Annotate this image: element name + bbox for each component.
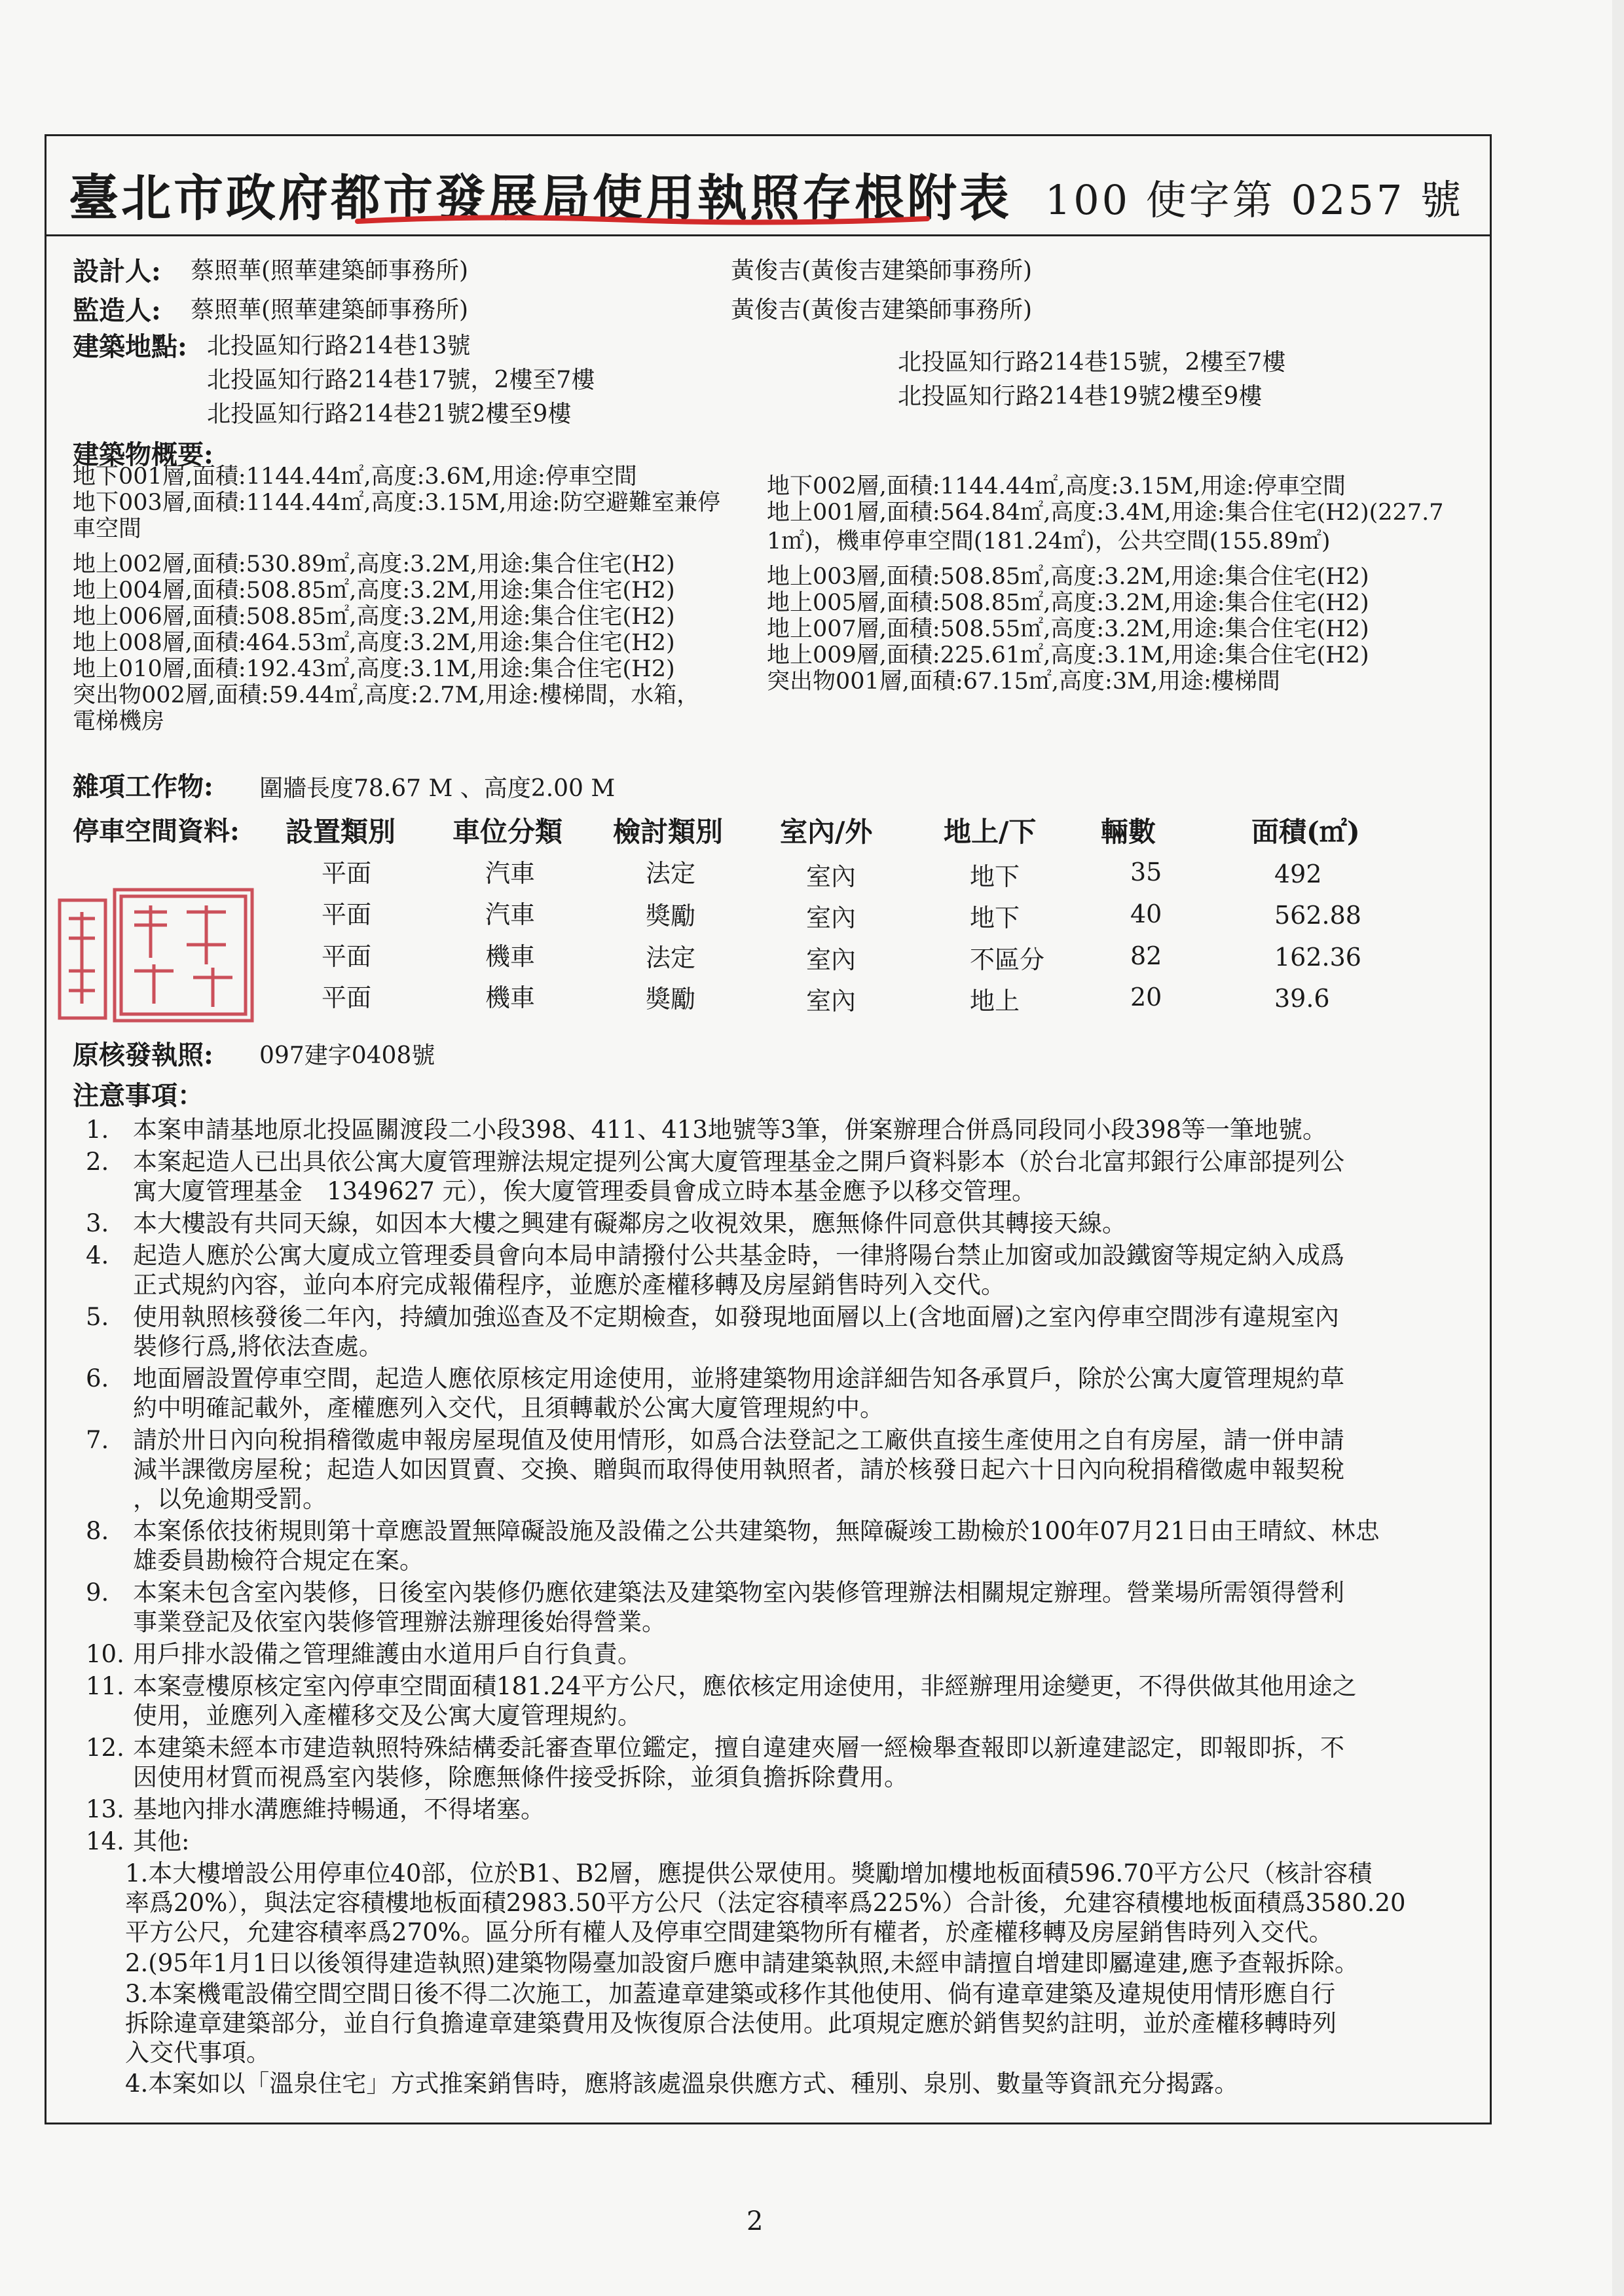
note-line: 其他: bbox=[133, 1827, 190, 1855]
overview-line: 地上005層,面積:508.85㎡,高度:3.2M,用途:集合住宅(H2) bbox=[767, 590, 1369, 616]
original-permit-label: 原核發執照: bbox=[73, 1040, 213, 1070]
note-line: 起造人應於公寓大廈成立管理委員會向本局申請撥付公共基金時，一律將陽台禁止加窗或加設鐵窗等規定納入成爲 bbox=[133, 1241, 1344, 1269]
overview-line: 地上002層,面積:530.89㎡,高度:3.2M,用途:集合住宅(H2) bbox=[73, 551, 675, 577]
sub-line: 3.本案機電設備空間空間日後不得二次施工，加蓋違章建築或移作其他使用、倘有違章建築及違規使用情形應自行 bbox=[125, 1980, 1336, 2008]
original-permit-value: 097建字0408號 bbox=[259, 1042, 435, 1069]
parking-cell: 汽車 bbox=[485, 859, 536, 888]
parking-cell: 法定 bbox=[646, 859, 696, 888]
note-number: 6. bbox=[86, 1364, 109, 1393]
note-number: 14. bbox=[86, 1827, 124, 1855]
note-number: 7. bbox=[86, 1426, 109, 1454]
note-number: 10. bbox=[86, 1640, 124, 1668]
parking-cell: 地上 bbox=[970, 987, 1020, 1015]
parking-cell: 獎勵 bbox=[646, 902, 696, 930]
note-line: 地面層設置停車空間，起造人應依原核定用途使用，並將建築物用途詳細告知各承買戶，除於公寓大廈管理規約草 bbox=[133, 1364, 1344, 1393]
designer-label: 設計人: bbox=[73, 256, 161, 287]
parking-cell: 35 bbox=[1130, 858, 1162, 886]
note-item bbox=[86, 1209, 1461, 1238]
overview-line: 地下002層,面積:1144.44㎡,高度:3.15M,用途:停車空間 bbox=[767, 473, 1346, 500]
parking-cell: 平面 bbox=[322, 900, 372, 929]
handwritten-underline-mark bbox=[354, 213, 931, 228]
overview-right-column bbox=[767, 473, 1443, 695]
note-item bbox=[86, 1241, 1461, 1300]
parking-header-count: 輛數 bbox=[1101, 816, 1156, 848]
note-number: 13. bbox=[86, 1795, 124, 1823]
parking-cell: 562.88 bbox=[1274, 901, 1361, 930]
overview-line: 地上007層,面積:508.55㎡,高度:3.2M,用途:集合住宅(H2) bbox=[767, 616, 1369, 642]
overview-left-column bbox=[73, 464, 720, 735]
parking-cell: 40 bbox=[1130, 900, 1162, 928]
site-address-2: 北投區知行路214巷15號，2樓至7樓 bbox=[898, 349, 1286, 376]
parking-cell: 平面 bbox=[322, 942, 372, 971]
note-item bbox=[86, 1578, 1461, 1637]
note-number: 8. bbox=[86, 1517, 109, 1545]
note-line: 事業登記及依室內裝修管理辦法辦理後始得營業。 bbox=[133, 1608, 666, 1636]
overview-line: 地下001層,面積:1144.44㎡,高度:3.6M,用途:停車空間 bbox=[73, 464, 637, 490]
note-item bbox=[86, 1827, 1461, 1856]
parking-header-category: 車位分類 bbox=[452, 816, 563, 848]
overview-label: 建築物概要: bbox=[73, 439, 213, 470]
note-line: 因使用材質而視爲室內裝修，除應無條件接受拆除，並須負擔拆除費用。 bbox=[133, 1763, 908, 1791]
note-number: 1. bbox=[86, 1116, 109, 1144]
document-frame bbox=[45, 134, 1492, 2124]
permit-number: 100 使字第 0257 號 bbox=[1044, 176, 1464, 224]
site-label: 建築地點: bbox=[73, 331, 187, 362]
parking-cell: 162.36 bbox=[1274, 943, 1361, 972]
overview-line: 電梯機房 bbox=[73, 708, 165, 735]
overview-line: 地上001層,面積:564.84㎡,高度:3.4M,用途:集合住宅(H2)(227.7 bbox=[767, 500, 1444, 526]
other-sub-item bbox=[125, 2069, 1461, 2098]
site-address-4: 北投區知行路214巷19號2樓至9樓 bbox=[898, 383, 1263, 410]
sub-line: 1.本大樓增設公用停車位40部，位於B1、B2層，應提供公眾使用。獎勵增加樓地板面積596.70平方公尺（核計容積 bbox=[125, 1859, 1373, 1887]
parking-header-level: 地上/下 bbox=[944, 816, 1037, 848]
sub-line: 拆除違章建築部分，並自行負擔違章建築費用及恢復原合法使用。此項規定應於銷售契約註明，並於產權移轉時列 bbox=[125, 2009, 1337, 2037]
note-item bbox=[86, 1115, 1461, 1144]
sub-line: 率爲20%），與法定容積樓地板面積2983.50平方公尺（法定容積率爲225%）合計後，允建容積樓地板面積爲3580.20 bbox=[125, 1889, 1406, 1917]
page-edge bbox=[1612, 0, 1624, 2296]
sub-line: 入交代事項。 bbox=[125, 2039, 270, 2067]
parking-header-indoor: 室內/外 bbox=[780, 816, 873, 848]
parking-header-area: 面積(㎡) bbox=[1251, 816, 1360, 848]
note-number: 3. bbox=[86, 1209, 109, 1237]
parking-cell: 汽車 bbox=[485, 900, 536, 929]
page-number: 2 bbox=[747, 2206, 764, 2236]
supervisor-name-1: 蔡照華(照華建築師事務所) bbox=[191, 297, 469, 323]
note-number: 2. bbox=[86, 1148, 109, 1176]
note-line: 雄委員勘檢符合規定在案。 bbox=[133, 1546, 424, 1575]
designer-name-2: 黃俊吉(黃俊吉建築師事務所) bbox=[731, 257, 1033, 284]
sub-line: 4.本案如以「溫泉住宅」方式推案銷售時，應將該處溫泉供應方式、種別、泉別、數量等資訊充分揭露。 bbox=[125, 2069, 1239, 2098]
overview-line: 1㎡)，機車停車空間(181.24㎡)，公共空間(155.89㎡) bbox=[767, 528, 1331, 555]
misc-work-value: 圍牆長度78.67 M 、高度2.00 M bbox=[259, 775, 616, 802]
note-number: 9. bbox=[86, 1578, 109, 1607]
note-line: 本大樓設有共同天線，如因本大樓之興建有礙鄰房之收視效果，應無條件同意供其轉接天線。 bbox=[133, 1209, 1126, 1237]
parking-cell: 機車 bbox=[485, 942, 536, 971]
parking-cell: 機車 bbox=[485, 983, 536, 1012]
parking-cell: 492 bbox=[1274, 860, 1322, 888]
misc-work-label: 雜項工作物: bbox=[73, 771, 213, 802]
document-title: 臺北市政府都市發展局使用執照存根附表 bbox=[69, 169, 1012, 227]
note-number: 11. bbox=[86, 1672, 124, 1700]
note-line: 約中明確記載外，產權應列入交代，且須轉載於公寓大廈管理規約中。 bbox=[133, 1394, 884, 1422]
supervisor-name-2: 黃俊吉(黃俊吉建築師事務所) bbox=[731, 297, 1033, 323]
overview-line: 地上009層,面積:225.61㎡,高度:3.1M,用途:集合住宅(H2) bbox=[767, 642, 1369, 668]
parking-cell: 室內 bbox=[806, 987, 857, 1015]
note-item bbox=[86, 1364, 1461, 1423]
parking-cell: 39.6 bbox=[1274, 984, 1330, 1013]
overview-line: 地上008層,面積:464.53㎡,高度:3.2M,用途:集合住宅(H2) bbox=[73, 630, 675, 656]
note-number: 5. bbox=[86, 1303, 109, 1331]
note-line: 使用，並應列入產權移交及公寓大廈管理規約。 bbox=[133, 1702, 642, 1730]
overview-line: 突出物002層,面積:59.44㎡,高度:2.7M,用途:樓梯間，水箱， bbox=[73, 682, 700, 708]
overview-line: 地上004層,面積:508.85㎡,高度:3.2M,用途:集合住宅(H2) bbox=[73, 577, 675, 604]
note-item bbox=[86, 1516, 1461, 1575]
sub-line: 2.(95年1月1日以後領得建造執照)建築物陽臺加設窗戶應申請建築執照,未經申請擅自增建即屬違建,應予查報拆除。 bbox=[125, 1949, 1359, 1977]
note-line: 本案申請基地原北投區關渡段二小段398、411、413地號等3筆，併案辦理合併爲同段同小段398等一筆地號。 bbox=[133, 1116, 1327, 1144]
parking-header-review: 檢討類別 bbox=[613, 816, 724, 848]
note-line: 正式規約內容，並向本府完成報備程序，並應於產權移轉及房屋銷售時列入交代。 bbox=[133, 1271, 1005, 1299]
overview-line: 地上006層,面積:508.85㎡,高度:3.2M,用途:集合住宅(H2) bbox=[73, 604, 675, 630]
sub-line: 平方公尺，允建容積率爲270%。區分所有權人及停車空間建築物所有權者，於產權移轉及房屋銷售時列入交代。 bbox=[125, 1918, 1333, 1946]
note-item bbox=[86, 1671, 1461, 1730]
title-row bbox=[46, 136, 1490, 236]
parking-cell: 室內 bbox=[806, 903, 857, 932]
note-line: 本案未包含室內裝修，日後室內裝修仍應依建築法及建築物室內裝修管理辦法相關規定辦理。營業場所需領得營利 bbox=[133, 1578, 1344, 1607]
official-seal-stamp-icon bbox=[56, 886, 265, 1030]
note-item bbox=[86, 1425, 1461, 1514]
note-line: 減半課徵房屋稅；起造人如因買賣、交換、贈與而取得使用執照者，請於核發日起六十日內向稅捐稽徵處申報契稅 bbox=[133, 1455, 1344, 1484]
note-line: 基地內排水溝應維持暢通，不得堵塞。 bbox=[133, 1795, 545, 1823]
parking-cell: 地下 bbox=[970, 862, 1020, 891]
note-number: 4. bbox=[86, 1241, 109, 1269]
parking-cell: 法定 bbox=[646, 943, 696, 972]
parking-label: 停車空間資料: bbox=[73, 816, 240, 847]
site-address-3: 北投區知行路214巷17號，2樓至7樓 bbox=[207, 367, 595, 393]
parking-cell: 82 bbox=[1130, 941, 1162, 970]
other-sub-item bbox=[125, 1948, 1461, 1978]
note-line: 請於卅日內向稅捐稽徵處申報房屋現值及使用情形，如爲合法登記之工廠供直接生產使用之自有房屋，請一併申請 bbox=[133, 1426, 1344, 1454]
note-item bbox=[86, 1795, 1461, 1824]
note-line: 裝修行爲,將依法查處。 bbox=[133, 1332, 383, 1360]
note-line: 本案係依技術規則第十章應設置無障礙設施及設備之公共建築物，無障礙竣工勘檢於100年07月21日由王晴紋、林忠 bbox=[133, 1517, 1380, 1545]
parking-cell: 地下 bbox=[970, 903, 1020, 932]
note-number: 12. bbox=[86, 1734, 124, 1762]
note-line: 寓大廈管理基金 1349627 元），俟大廈管理委員會成立時本基金應予以移交管理。 bbox=[133, 1177, 1037, 1205]
note-line: ，以免逾期受罰。 bbox=[133, 1485, 327, 1513]
designer-name-1: 蔡照華(照華建築師事務所) bbox=[191, 257, 469, 284]
note-line: 用戶排水設備之管理維護由水道用戶自行負責。 bbox=[133, 1640, 642, 1668]
note-item bbox=[86, 1639, 1461, 1669]
overview-line: 突出物001層,面積:67.15㎡,高度:3M,用途:樓梯間 bbox=[767, 668, 1280, 695]
overview-line: 地上003層,面積:508.85㎡,高度:3.2M,用途:集合住宅(H2) bbox=[767, 564, 1369, 590]
parking-cell: 不區分 bbox=[970, 945, 1045, 974]
parking-cell: 室內 bbox=[806, 945, 857, 974]
note-item bbox=[86, 1147, 1461, 1206]
overview-line: 車空間 bbox=[73, 516, 142, 542]
parking-cell: 平面 bbox=[322, 859, 372, 888]
note-item bbox=[86, 1302, 1461, 1361]
parking-header-type: 設置類別 bbox=[286, 816, 396, 848]
overview-line: 地下003層,面積:1144.44㎡,高度:3.15M,用途:防空避難室兼停 bbox=[73, 490, 721, 516]
note-item bbox=[86, 1733, 1461, 1792]
note-line: 本案起造人已出具依公寓大廈管理辦法規定提列公寓大廈管理基金之開戶資料影本（於台北富邦銀行公庫部提列公 bbox=[133, 1148, 1344, 1176]
overview-line: 地上010層,面積:192.43㎡,高度:3.1M,用途:集合住宅(H2) bbox=[73, 656, 675, 682]
supervisor-label: 監造人: bbox=[73, 295, 161, 326]
note-line: 本案壹樓原核定室內停車空間面積181.24平方公尺，應依核定用途使用，非經辦理用途變更，不得供做其他用途之 bbox=[133, 1672, 1357, 1700]
parking-cell: 平面 bbox=[322, 983, 372, 1012]
parking-cell: 20 bbox=[1130, 983, 1162, 1011]
other-sub-item bbox=[125, 1859, 1461, 1947]
note-line: 本建築未經本市建造執照特殊結構委託審查單位鑑定，擅自違建夾層一經檢舉查報即以新違建認定，即報即拆，不 bbox=[133, 1734, 1344, 1762]
document-body bbox=[46, 234, 1490, 2123]
other-sub-item bbox=[125, 1979, 1461, 2068]
parking-cell: 獎勵 bbox=[646, 985, 696, 1013]
notes-list bbox=[86, 1115, 1461, 2100]
site-address-1: 北投區知行路214巷13號 bbox=[207, 333, 471, 359]
note-line: 使用執照核發後二年內，持續加強巡查及不定期檢查，如發現地面層以上(含地面層)之室內停車空間涉有違規室內 bbox=[133, 1303, 1339, 1331]
notes-label: 注意事項： bbox=[73, 1080, 204, 1111]
parking-cell: 室內 bbox=[806, 862, 857, 891]
site-address-5: 北投區知行路214巷21號2樓至9樓 bbox=[207, 401, 572, 428]
